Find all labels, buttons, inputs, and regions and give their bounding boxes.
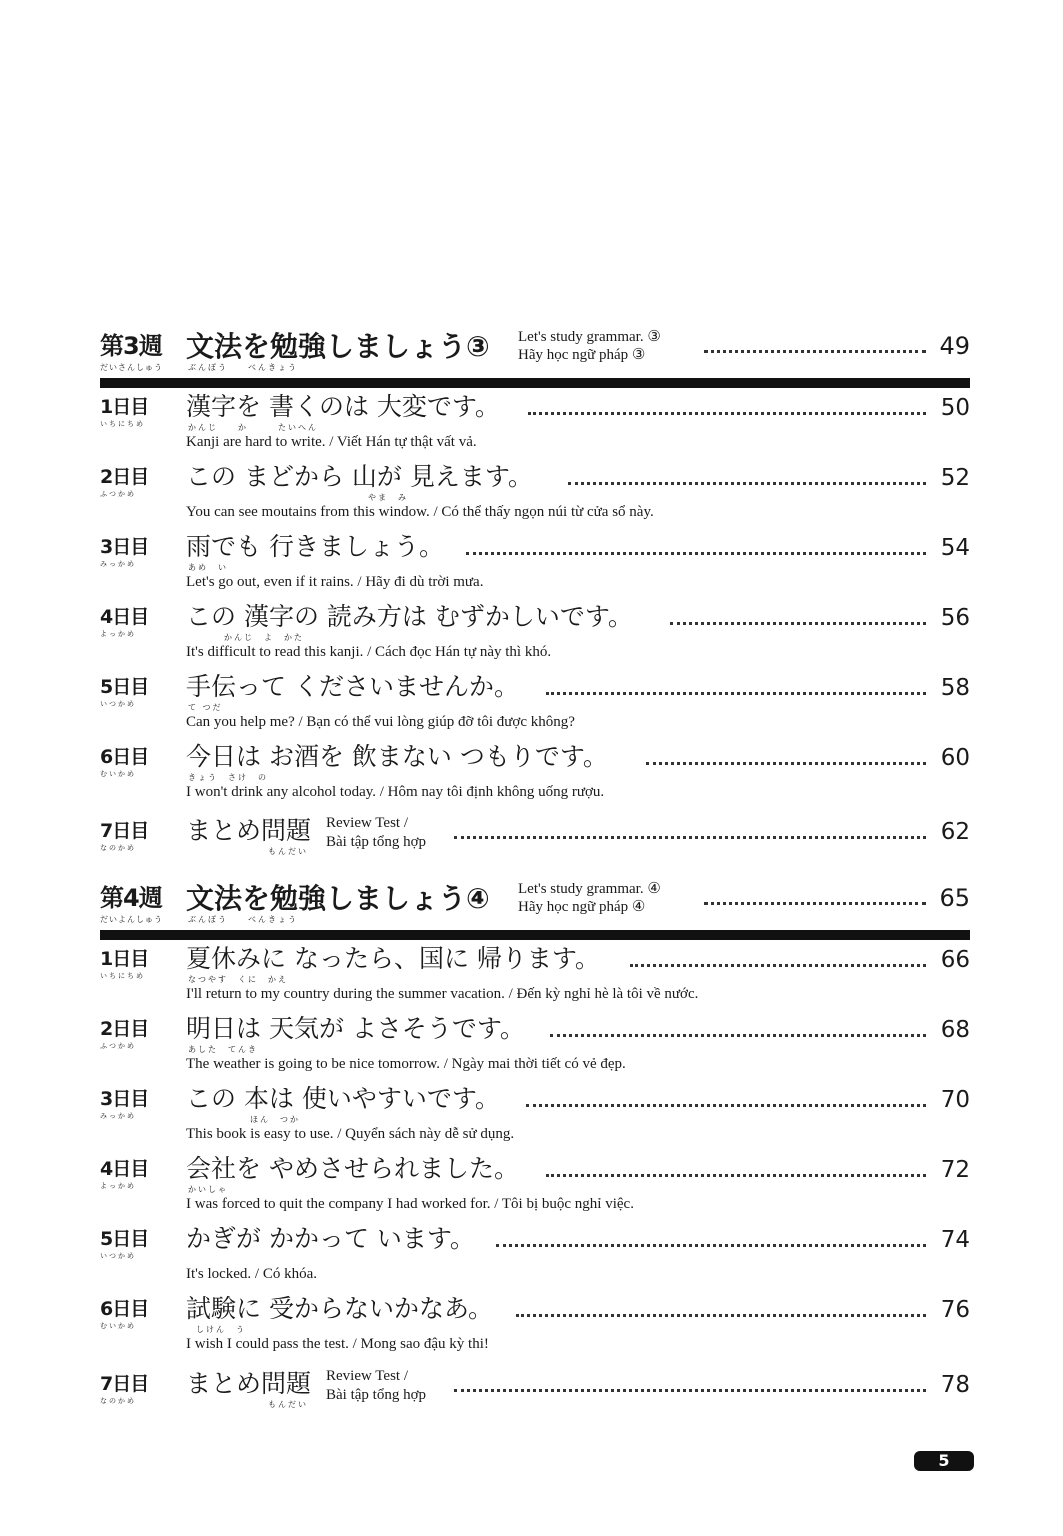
day-entry [100, 815, 970, 882]
day-furigana: ほん つか [250, 1115, 300, 1124]
review-test-en: Review Test / [326, 1368, 408, 1384]
day-page-number: 70 [940, 1087, 970, 1113]
leader-dots [496, 1244, 926, 1247]
week-4-header [100, 881, 970, 942]
week-label: 第3週 [100, 332, 162, 360]
day-page-number: 50 [940, 395, 970, 421]
day-label-block [100, 608, 180, 639]
week-label-block [100, 886, 180, 925]
day-label-block [100, 538, 180, 569]
day-label: 5日目 [100, 676, 149, 698]
week-subtitle-en: Let's study grammar. ③ [518, 329, 661, 345]
day-label-reading: いちにちめ [100, 972, 145, 980]
day-page-number: 78 [940, 1372, 970, 1398]
day-translation: This book is easy to use. / Quyển sách này dễ sử dụng. [186, 1126, 515, 1142]
day-title-jp: 雨でも 行きましょう。 [186, 532, 444, 561]
day-furigana: かんじ か たいへん [188, 423, 318, 432]
day-page-number: 56 [940, 605, 970, 631]
day-entry [100, 532, 970, 598]
day-page-number: 66 [940, 947, 970, 973]
section-divider [100, 930, 970, 940]
week-label-reading: だいさんしゅう [100, 363, 163, 372]
leader-dots [630, 964, 926, 967]
day-label-block [100, 1160, 180, 1191]
day-entry [100, 742, 970, 808]
week-subtitle [518, 880, 661, 916]
day-translation: I wish I could pass the test. / Mong sao đậu kỳ thi! [186, 1336, 489, 1352]
week-3-header [100, 329, 970, 390]
day-title-jp: 試験に 受からないかなあ。 [186, 1294, 493, 1323]
day-label-block [100, 748, 180, 779]
day-title-jp: 会社を やめさせられました。 [186, 1154, 519, 1183]
day-translation: I'll return to my country during the summer vacation. / Đến kỳ nghỉ hè là tôi về nước. [186, 986, 699, 1002]
week-subtitle-vi: Hãy học ngữ pháp ③ [518, 347, 646, 363]
week-title: 文法を勉強しましょう③ [186, 330, 490, 363]
day-label-reading: いつかめ [100, 700, 136, 708]
day-label: 3日目 [100, 1088, 149, 1110]
day-label-reading: いつかめ [100, 1252, 136, 1260]
day-title-jp: 夏休みに なったら、国に 帰ります。 [186, 944, 600, 973]
day-title-jp: 漢字を 書くのは 大変です。 [186, 392, 500, 421]
day-label: 7日目 [100, 820, 149, 842]
leader-dots [526, 1104, 926, 1107]
day-label-block [100, 468, 180, 499]
day-label-reading: ふつかめ [100, 490, 136, 498]
leader-dots [528, 412, 926, 415]
day-label: 5日目 [100, 1228, 149, 1250]
section-divider [100, 378, 970, 388]
day-label-reading: むいかめ [100, 770, 136, 778]
leader-dots [670, 622, 926, 625]
week-page-number: 65 [939, 884, 970, 912]
leader-dots [568, 482, 926, 485]
day-title-jp: 手伝って くださいませんか。 [186, 672, 519, 701]
day-label: 4日目 [100, 606, 149, 628]
day-entry [100, 944, 970, 1010]
day-furigana: かいしゃ [188, 1185, 228, 1194]
day-title-jp: まとめ問題 [186, 816, 312, 845]
day-translation: Kanji are hard to write. / Viết Hán tự thật vất vả. [186, 434, 477, 450]
day-translation: The weather is going to be nice tomorrow. / Ngày mai thời tiết có vẻ đẹp. [186, 1056, 626, 1072]
day-label: 6日目 [100, 1298, 149, 1320]
day-page-number: 72 [940, 1157, 970, 1183]
day-translation: It's locked. / Có khóa. [186, 1266, 318, 1282]
day-furigana: かんじ よ かた [224, 633, 304, 642]
day-furigana: あめ い [188, 563, 228, 572]
day-furigana: もんだい [268, 847, 308, 856]
review-test-vi: Bài tập tổng hợp [326, 834, 427, 850]
day-label-block [100, 398, 180, 429]
day-label-reading: よっかめ [100, 1182, 136, 1190]
day-label: 4日目 [100, 1158, 149, 1180]
week-subtitle-en: Let's study grammar. ④ [518, 881, 661, 897]
week-page-number: 49 [939, 332, 970, 360]
day-label: 2日目 [100, 1018, 149, 1040]
week-label: 第4週 [100, 884, 162, 912]
review-test-vi: Bài tập tổng hợp [326, 1387, 427, 1403]
leader-dots [646, 762, 926, 765]
day-furigana: あした てんき [188, 1045, 258, 1054]
day-label: 1日目 [100, 948, 149, 970]
day-label: 3日目 [100, 536, 149, 558]
leader-dots [454, 836, 926, 839]
review-test-label [326, 814, 426, 852]
day-title-jp: この 漢字の 読み方は むずかしいです。 [186, 602, 633, 631]
day-title-jp: まとめ問題 [186, 1369, 312, 1398]
day-title-jp: 今日は お酒を 飲まない つもりです。 [186, 742, 608, 771]
day-title-jp: この まどから 山が 見えます。 [186, 462, 533, 491]
day-furigana: しけん う [196, 1325, 246, 1334]
day-page-number: 62 [940, 819, 970, 845]
review-test-en: Review Test / [326, 815, 408, 831]
leader-dots [466, 552, 926, 555]
page-number-badge: 5 [914, 1451, 974, 1471]
day-label-block [100, 1230, 180, 1261]
day-furigana: もんだい [268, 1400, 308, 1409]
day-label-reading: ふつかめ [100, 1042, 136, 1050]
day-furigana: なつやす くに かえ [188, 975, 288, 984]
day-page-number: 58 [940, 675, 970, 701]
day-entry [100, 672, 970, 738]
day-label: 6日目 [100, 746, 149, 768]
day-label-block [100, 950, 180, 981]
leader-dots [550, 1034, 926, 1037]
day-label-block [100, 1020, 180, 1051]
day-label-block [100, 678, 180, 709]
day-entry [100, 1224, 970, 1290]
day-entry [100, 462, 970, 528]
day-page-number: 52 [940, 465, 970, 491]
week-title: 文法を勉強しましょう④ [186, 882, 490, 915]
review-test-label [326, 1367, 426, 1405]
day-page-number: 74 [940, 1227, 970, 1253]
week-subtitle-vi: Hãy học ngữ pháp ④ [518, 899, 646, 915]
week-label-reading: だいよんしゅう [100, 915, 163, 924]
day-entry [100, 1014, 970, 1080]
week-title-reading: ぶんぽう べんきょう [188, 363, 298, 372]
day-translation: I won't drink any alcohol today. / Hôm nay tôi định không uống rượu. [186, 784, 605, 800]
day-furigana: きょう さけ の [188, 773, 268, 782]
day-entry [100, 1294, 970, 1360]
day-label-reading: なのかめ [100, 1397, 136, 1405]
day-entry [100, 392, 970, 458]
day-entry [100, 1368, 970, 1435]
day-entry [100, 1154, 970, 1220]
day-title-jp: 明日は 天気が よさそうです。 [186, 1014, 525, 1043]
week-label-block [100, 334, 180, 373]
day-label-block [100, 822, 180, 853]
day-label: 1日目 [100, 396, 149, 418]
day-label: 7日目 [100, 1373, 149, 1395]
day-label-block [100, 1375, 180, 1406]
leader-dots [546, 692, 926, 695]
day-furigana: やま み [368, 493, 408, 502]
day-label-reading: みっかめ [100, 560, 136, 568]
day-translation: It's difficult to read this kanji. / Cách đọc Hán tự này thì khó. [186, 644, 552, 660]
day-label-reading: みっかめ [100, 1112, 136, 1120]
day-label-reading: いちにちめ [100, 420, 145, 428]
leader-dots [454, 1389, 926, 1392]
day-page-number: 68 [940, 1017, 970, 1043]
day-label-reading: なのかめ [100, 844, 136, 852]
leader-dots [704, 350, 926, 353]
day-furigana: て つだ [188, 703, 223, 712]
day-label-block [100, 1300, 180, 1331]
day-page-number: 76 [940, 1297, 970, 1323]
day-title-jp: この 本は 使いやすいです。 [186, 1084, 500, 1113]
day-label: 2日目 [100, 466, 149, 488]
week-subtitle [518, 328, 661, 364]
leader-dots [704, 902, 926, 905]
day-label-reading: よっかめ [100, 630, 136, 638]
week-title-reading: ぶんぽう べんきょう [188, 915, 298, 924]
day-translation: I was forced to quit the company I had worked for. / Tôi bị buộc nghỉ việc. [186, 1196, 634, 1212]
day-title-jp: かぎが かかって います。 [186, 1224, 475, 1253]
day-label-reading: むいかめ [100, 1322, 136, 1330]
day-label-block [100, 1090, 180, 1121]
day-translation: You can see moutains from this window. / Có thể thấy ngọn núi từ cửa sổ này. [186, 504, 654, 520]
day-entry [100, 602, 970, 668]
day-page-number: 60 [940, 745, 970, 771]
day-translation: Let's go out, even if it rains. / Hãy đi dù trời mưa. [186, 574, 484, 590]
leader-dots [516, 1314, 926, 1317]
leader-dots [546, 1174, 926, 1177]
day-entry [100, 1084, 970, 1150]
day-translation: Can you help me? / Bạn có thể vui lòng giúp đỡ tôi được không? [186, 714, 575, 730]
day-page-number: 54 [940, 535, 970, 561]
